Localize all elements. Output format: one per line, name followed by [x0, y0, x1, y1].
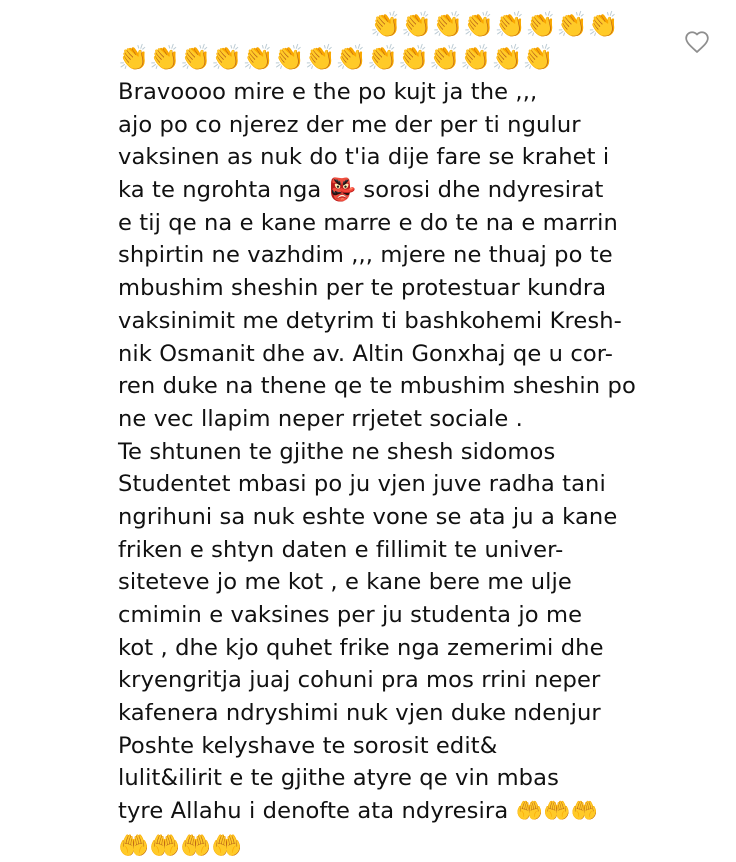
comment-line: ren duke na thene qe te mbushim sheshin po	[118, 373, 636, 400]
comment-line: siteteve jo me kot , e kane bere me ulje	[118, 569, 572, 596]
comment-line: vaksinimit me detyrim ti bashkohemi Kresh-	[118, 307, 622, 334]
comment-line: cmimin e vaksines per ju studenta jo me	[118, 602, 583, 628]
comment-line: friken e shtyn daten e fillimit te univer-	[118, 536, 564, 563]
comment-line: ngrihuni sa nuk eshte vone se ata ju a kane	[118, 503, 618, 530]
comment-line: mbushim sheshin per te protestuar kundra	[118, 275, 607, 302]
comment-line: e tij qe na e kane marre e do te na e marrin	[118, 209, 618, 236]
comment-line: kryengritja juaj cohuni pra mos rrini neper	[118, 667, 601, 694]
comment-line: kafenera ndryshimi nuk vjen duke ndenjur	[118, 700, 601, 727]
comment-line	[118, 174, 698, 207]
comment-line	[118, 795, 698, 828]
comment-line: lulit&ilirit e te gjithe atyre qe vin mbas	[118, 765, 559, 792]
comment-line: shpirtin ne vazhdim ,,, mjere ne thuaj po te	[118, 242, 613, 269]
comment-line: ajo po co njerez der me der per ti ngulur	[118, 111, 581, 138]
comment-line: kot , dhe kjo quhet frike nga zemerimi dhe	[118, 634, 604, 661]
clapping-hands-emoji-row: 👏👏👏👏👏👏👏👏	[370, 10, 620, 39]
comment-line: Poshte kelyshave te sorosit edit&	[118, 732, 498, 759]
comment-line-text: tyre Allahu i denofte ata ndyresira	[118, 798, 516, 825]
heart-outline-icon[interactable]	[684, 30, 710, 54]
comment-line-text: sorosi dhe ndyresirat	[356, 177, 604, 204]
palms-up-emoji-row: 🤲🤲🤲🤲	[118, 831, 243, 860]
comment-line: vaksinen as nuk do t'ia dije fare se krahet i	[118, 144, 610, 171]
comment-line: Bravoooo mire e the po kujt ja the ,,,	[118, 79, 538, 105]
comment-line: nik Osmanit dhe av. Altin Gonxhaj qe u cor-	[118, 340, 613, 367]
ogre-emoji-icon: 👺	[328, 178, 357, 204]
comment-line: ne vec llapim neper rrjetet sociale .	[118, 405, 523, 432]
comment-line-text: ka te ngrohta nga	[118, 177, 329, 204]
palms-up-emoji-icon: 🤲🤲🤲	[515, 799, 599, 825]
comment-line: Studentet mbasi po ju vjen juve radha tani	[118, 471, 606, 498]
comment-text	[118, 76, 698, 828]
clapping-hands-emoji-row-2: 👏👏👏👏👏👏👏👏👏👏👏👏👏👏	[118, 43, 554, 72]
comment-line: Te shtunen te gjithe ne shesh sidomos	[118, 438, 556, 465]
